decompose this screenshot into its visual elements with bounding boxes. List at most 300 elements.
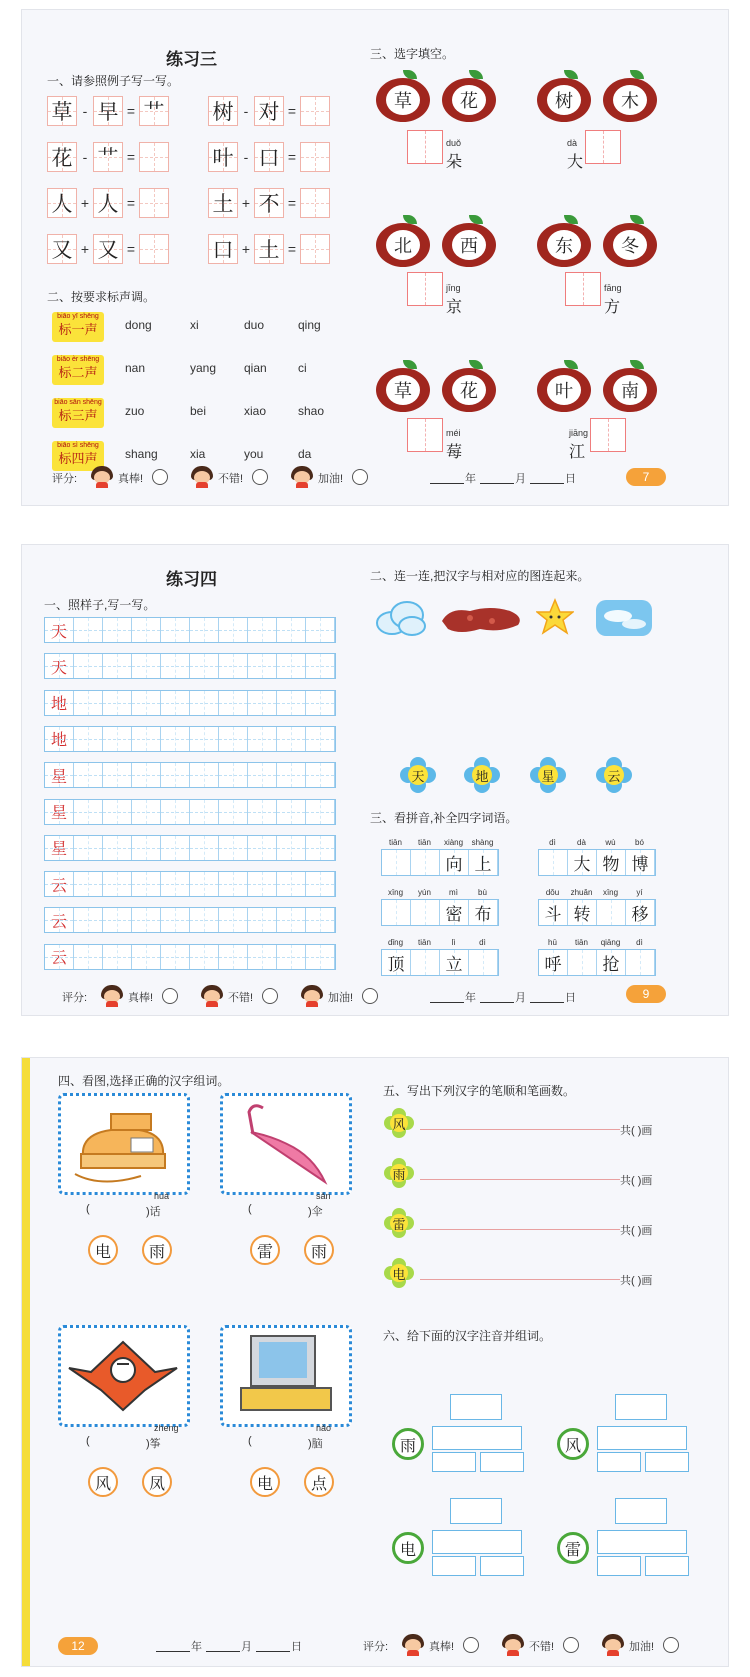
apple-choice[interactable]	[442, 70, 496, 122]
writing-cell[interactable]	[103, 654, 132, 678]
writing-cell[interactable]	[103, 618, 132, 642]
writing-box	[93, 96, 123, 126]
writing-cell[interactable]	[248, 836, 277, 860]
word-cell	[568, 900, 597, 925]
date-unit: 年	[465, 473, 476, 485]
word-box[interactable]	[480, 1556, 524, 1576]
apple-choice[interactable]	[537, 70, 591, 122]
word-cell[interactable]	[626, 950, 655, 975]
operator: +	[80, 195, 90, 211]
answer-blank[interactable]	[258, 1203, 308, 1217]
option-circle[interactable]: 风	[88, 1467, 118, 1497]
operator: =	[287, 241, 297, 257]
picture-frame	[220, 1325, 352, 1427]
operator: =	[287, 149, 297, 165]
pinyin-box[interactable]	[597, 1452, 641, 1472]
word-box[interactable]	[597, 1530, 687, 1554]
writing-cell[interactable]	[103, 836, 132, 860]
body	[206, 1001, 218, 1007]
hanzi: 又	[97, 238, 119, 262]
date-unit: 月	[241, 1641, 252, 1653]
hanzi: 又	[51, 238, 73, 262]
section-heading: 五、写出下列汉字的笔顺和笔画数。	[383, 1084, 576, 1098]
apple-choice[interactable]	[537, 215, 591, 267]
pinyin-hint: dà	[567, 138, 578, 148]
apple-character: 冬	[613, 230, 647, 260]
answer-box[interactable]	[300, 188, 330, 218]
writing-cell[interactable]	[306, 727, 335, 751]
apple-choice[interactable]	[603, 360, 657, 412]
body	[106, 1001, 118, 1007]
rating-label: 真棒!	[118, 473, 144, 485]
writing-cell[interactable]	[248, 691, 277, 715]
rating-circle[interactable]	[262, 988, 278, 1004]
writing-cell[interactable]	[161, 654, 190, 678]
hanzi: 不	[258, 192, 280, 216]
writing-cell[interactable]	[277, 654, 306, 678]
pinyin: wù	[605, 838, 616, 847]
word-cell	[469, 900, 498, 925]
pinyin: dì	[479, 938, 486, 947]
body	[196, 482, 208, 488]
operator: +	[241, 241, 251, 257]
writing-row	[44, 799, 336, 825]
pinyin-hint: duǒ	[446, 138, 462, 148]
writing-cell[interactable]	[74, 836, 103, 860]
rating-circle[interactable]	[352, 469, 368, 485]
word-box[interactable]	[432, 1426, 522, 1450]
writing-cell[interactable]	[248, 908, 277, 932]
stroke-count: 共( )画	[620, 1225, 653, 1237]
rating-circle[interactable]	[152, 469, 168, 485]
writing-cell[interactable]	[219, 691, 248, 715]
writing-box	[208, 96, 238, 126]
pinyin: yún	[418, 888, 431, 897]
word-tail: )话	[146, 1206, 161, 1218]
stroke-count: 共( )画	[620, 1175, 653, 1187]
writing-cell[interactable]	[306, 763, 335, 787]
word-cell[interactable]	[411, 950, 440, 975]
pinyin-row	[538, 938, 654, 947]
writing-cell[interactable]	[132, 654, 161, 678]
word-cell	[597, 850, 626, 875]
answer-box[interactable]	[585, 130, 621, 164]
character-flower	[384, 1208, 414, 1238]
pinyin: bù	[478, 888, 487, 897]
pinyin-box[interactable]	[615, 1394, 667, 1420]
pinyin-box[interactable]	[615, 1498, 667, 1524]
rating-circle[interactable]	[252, 469, 268, 485]
body	[96, 482, 108, 488]
writing-cell[interactable]	[132, 691, 161, 715]
writing-cell[interactable]	[74, 872, 103, 896]
flower-choice[interactable]	[400, 757, 436, 793]
writing-cell[interactable]	[277, 618, 306, 642]
word-boxes	[381, 949, 499, 976]
hanzi: 口	[212, 238, 234, 262]
answer-box[interactable]	[407, 130, 443, 164]
apple-choice[interactable]	[376, 70, 430, 122]
page-number: 7	[626, 468, 666, 486]
tag-hanzi: 标三声	[58, 408, 98, 423]
writing-cell[interactable]	[277, 763, 306, 787]
kite-icon	[61, 1328, 187, 1424]
kid-icon	[200, 985, 224, 1007]
apple-choice[interactable]	[603, 70, 657, 122]
section-heading: 四、看图,选择正确的汉字组词。	[58, 1074, 230, 1088]
option-circle[interactable]: 电	[250, 1467, 280, 1497]
option-circle[interactable]: 雨	[142, 1235, 172, 1265]
writing-cell[interactable]	[161, 727, 190, 751]
pinyin: xiàng	[443, 838, 464, 847]
word-cell[interactable]	[469, 950, 498, 975]
writing-cell[interactable]	[190, 654, 219, 678]
writing-cell[interactable]	[190, 763, 219, 787]
writing-cell[interactable]	[277, 691, 306, 715]
writing-cell[interactable]	[306, 800, 335, 824]
operator: -	[82, 103, 88, 119]
date-line[interactable]	[530, 483, 564, 484]
writing-box	[93, 234, 123, 264]
writing-box	[208, 142, 238, 172]
writing-box	[93, 142, 123, 172]
model-character: 星	[45, 800, 74, 824]
flower-character: 地	[472, 765, 492, 785]
pinyin-box[interactable]	[450, 1498, 502, 1524]
picture-frame	[58, 1093, 190, 1195]
writing-cell[interactable]	[277, 836, 306, 860]
writing-cell[interactable]	[190, 800, 219, 824]
option-circle[interactable]: 雷	[250, 1235, 280, 1265]
date-line[interactable]	[206, 1651, 240, 1652]
writing-cell[interactable]	[306, 836, 335, 860]
writing-cell[interactable]	[190, 727, 219, 751]
writing-cell[interactable]	[132, 618, 161, 642]
character-flower	[384, 1258, 414, 1288]
section-heading: 二、连一连,把汉字与相对应的图连起来。	[370, 569, 590, 583]
pinyin-word: duo	[244, 318, 265, 332]
answer-box[interactable]	[407, 418, 443, 452]
writing-cell[interactable]	[219, 908, 248, 932]
writing-cell[interactable]	[306, 872, 335, 896]
option-circle[interactable]: 电	[88, 1235, 118, 1265]
writing-cell[interactable]	[248, 945, 277, 969]
word-cell	[440, 900, 469, 925]
answer-box[interactable]	[300, 234, 330, 264]
rating-circle[interactable]	[362, 988, 378, 1004]
apple-character: 花	[452, 375, 486, 405]
writing-cell[interactable]	[132, 727, 161, 751]
hanzi: 叶	[212, 146, 234, 170]
date-line[interactable]	[156, 1651, 190, 1652]
word-cell[interactable]	[597, 900, 626, 925]
kid-icon	[190, 466, 214, 488]
answer-box	[139, 96, 169, 126]
word-box[interactable]	[597, 1426, 687, 1450]
writing-cell[interactable]	[248, 618, 277, 642]
writing-box	[208, 188, 238, 218]
pinyin: mì	[449, 888, 458, 897]
option-circle[interactable]: 凤	[142, 1467, 172, 1497]
hanzi: 早	[97, 100, 119, 124]
word-cell[interactable]	[382, 850, 411, 875]
kid-icon	[90, 466, 114, 488]
pinyin-box[interactable]	[597, 1556, 641, 1576]
writing-box	[254, 142, 284, 172]
stroke-line[interactable]	[420, 1279, 620, 1280]
apple-choice[interactable]	[442, 215, 496, 267]
character-circle: 电	[392, 1532, 424, 1564]
word-cell[interactable]	[382, 900, 411, 925]
writing-cell[interactable]	[219, 945, 248, 969]
option-circle[interactable]: 雨	[304, 1235, 334, 1265]
writing-cell[interactable]	[277, 727, 306, 751]
writing-cell[interactable]	[248, 872, 277, 896]
flower-choice[interactable]	[464, 757, 500, 793]
writing-row	[44, 653, 336, 679]
pinyin-box[interactable]	[432, 1556, 476, 1576]
writing-box	[254, 96, 284, 126]
pinyin-hint: fāng	[604, 283, 622, 293]
hanzi: 对	[258, 100, 280, 124]
writing-cell[interactable]	[132, 836, 161, 860]
picture-frame	[58, 1325, 190, 1427]
hanzi: 移	[631, 905, 649, 925]
apple-choice[interactable]	[376, 215, 430, 267]
writing-cell[interactable]	[277, 872, 306, 896]
word-tail: )筝	[146, 1438, 161, 1450]
writing-cell[interactable]	[74, 691, 103, 715]
writing-cell[interactable]	[306, 945, 335, 969]
writing-cell[interactable]	[132, 872, 161, 896]
writing-cell[interactable]	[248, 763, 277, 787]
rating-label: 不错!	[228, 992, 254, 1004]
rating-circle[interactable]	[463, 1637, 479, 1653]
writing-cell[interactable]	[161, 945, 190, 969]
flower-character: 天	[408, 765, 428, 785]
writing-cell[interactable]	[103, 691, 132, 715]
page-number: 12	[58, 1637, 98, 1655]
apple-choice[interactable]	[603, 215, 657, 267]
word-cell	[539, 950, 568, 975]
apple-character: 南	[613, 375, 647, 405]
writing-cell[interactable]	[306, 618, 335, 642]
word-boxes	[381, 899, 499, 926]
hanzi: 土	[258, 238, 280, 262]
model-character: 天	[45, 618, 74, 642]
flower-choice[interactable]	[530, 757, 566, 793]
answer-box[interactable]	[565, 272, 601, 306]
writing-cell[interactable]	[161, 618, 190, 642]
date-line[interactable]	[530, 1002, 564, 1003]
writing-box	[47, 234, 77, 264]
writing-cell[interactable]	[219, 872, 248, 896]
operator: =	[126, 149, 136, 165]
writing-cell[interactable]	[132, 800, 161, 824]
answer-box[interactable]	[300, 96, 330, 126]
word-cell[interactable]	[539, 850, 568, 875]
word-box[interactable]	[645, 1452, 689, 1472]
date-line[interactable]	[430, 483, 464, 484]
stroke-line[interactable]	[420, 1229, 620, 1230]
pinyin-hint: jīng	[446, 283, 461, 293]
model-character: 云	[45, 945, 74, 969]
writing-cell[interactable]	[306, 654, 335, 678]
writing-cell[interactable]	[190, 836, 219, 860]
answer-blank[interactable]	[96, 1203, 146, 1217]
equation-row	[208, 96, 330, 126]
option-circle[interactable]: 点	[304, 1467, 334, 1497]
rating-circle[interactable]	[162, 988, 178, 1004]
pinyin-row	[381, 888, 497, 897]
writing-row	[44, 726, 336, 752]
tag-pinyin: biāo sì shēng	[57, 442, 99, 449]
open-paren: (	[86, 1435, 90, 1447]
writing-cell[interactable]	[132, 908, 161, 932]
model-character: 云	[45, 872, 74, 896]
answer-blank[interactable]	[96, 1435, 146, 1449]
writing-cell[interactable]	[103, 763, 132, 787]
model-character: 地	[45, 727, 74, 751]
date-line[interactable]	[430, 1002, 464, 1003]
writing-cell[interactable]	[190, 872, 219, 896]
writing-cell[interactable]	[219, 618, 248, 642]
word-cell	[382, 950, 411, 975]
writing-cell[interactable]	[190, 945, 219, 969]
writing-cell[interactable]	[219, 763, 248, 787]
pinyin-box[interactable]	[450, 1394, 502, 1420]
writing-cell[interactable]	[277, 800, 306, 824]
writing-cell[interactable]	[103, 908, 132, 932]
kid-icon	[401, 1634, 425, 1656]
answer-box[interactable]	[407, 272, 443, 306]
answer-box[interactable]	[300, 142, 330, 172]
pinyin-word: qian	[244, 361, 267, 375]
equation-row	[208, 142, 330, 172]
earth-icon	[440, 603, 524, 637]
writing-cell[interactable]	[277, 908, 306, 932]
writing-cell[interactable]	[190, 618, 219, 642]
pinyin-word: da	[298, 447, 312, 461]
writing-cell[interactable]	[219, 800, 248, 824]
writing-cell[interactable]	[277, 945, 306, 969]
flower-character: 云	[604, 765, 624, 785]
apple-choice[interactable]	[442, 360, 496, 412]
writing-cell[interactable]	[161, 691, 190, 715]
hanzi: 物	[602, 855, 620, 875]
pinyin: bó	[635, 838, 644, 847]
writing-cell[interactable]	[161, 800, 190, 824]
word-cell[interactable]	[568, 950, 597, 975]
date-unit: 年	[465, 992, 476, 1004]
word-cell[interactable]	[411, 850, 440, 875]
writing-cell[interactable]	[74, 908, 103, 932]
pinyin-hint: huà	[154, 1191, 170, 1201]
writing-box	[254, 188, 284, 218]
writing-cell[interactable]	[74, 654, 103, 678]
rating-label: 不错!	[529, 1641, 555, 1653]
writing-cell[interactable]	[103, 727, 132, 751]
writing-cell[interactable]	[103, 872, 132, 896]
writing-cell[interactable]	[161, 908, 190, 932]
umbrella-icon	[223, 1096, 349, 1192]
rating-circle[interactable]	[563, 1637, 579, 1653]
word-box[interactable]	[432, 1530, 522, 1554]
word-cell[interactable]	[411, 900, 440, 925]
date-line[interactable]	[256, 1651, 290, 1652]
answer-blank[interactable]	[258, 1435, 308, 1449]
writing-cell[interactable]	[132, 763, 161, 787]
writing-cell[interactable]	[161, 763, 190, 787]
writing-cell[interactable]	[248, 800, 277, 824]
pinyin: dǐng	[387, 938, 404, 947]
writing-cell[interactable]	[74, 800, 103, 824]
answer-box[interactable]	[590, 418, 626, 452]
writing-cell[interactable]	[161, 872, 190, 896]
writing-cell[interactable]	[190, 691, 219, 715]
answer-box[interactable]	[139, 188, 169, 218]
apple-choice[interactable]	[376, 360, 430, 412]
writing-row	[44, 617, 336, 643]
writing-cell[interactable]	[248, 654, 277, 678]
date-line[interactable]	[480, 1002, 514, 1003]
rating-circle[interactable]	[663, 1637, 679, 1653]
writing-cell[interactable]	[103, 945, 132, 969]
writing-cell[interactable]	[74, 727, 103, 751]
writing-cell[interactable]	[306, 691, 335, 715]
telephone-icon	[61, 1096, 187, 1192]
writing-box	[93, 188, 123, 218]
writing-cell[interactable]	[74, 763, 103, 787]
word-box[interactable]	[480, 1452, 524, 1472]
pinyin-word: ci	[298, 361, 307, 375]
answer-box[interactable]	[139, 142, 169, 172]
writing-cell[interactable]	[190, 908, 219, 932]
pinyin-box[interactable]	[432, 1452, 476, 1472]
apple-choice[interactable]	[537, 360, 591, 412]
pinyin-row	[538, 838, 654, 847]
answer-box[interactable]	[139, 234, 169, 264]
writing-cell[interactable]	[103, 800, 132, 824]
stroke-line[interactable]	[420, 1129, 620, 1130]
writing-row	[44, 762, 336, 788]
pinyin-row	[381, 838, 497, 847]
writing-cell[interactable]	[306, 908, 335, 932]
flower-choice[interactable]	[596, 757, 632, 793]
operator: =	[287, 195, 297, 211]
hanzi: 口	[258, 146, 280, 170]
pinyin-word: shang	[125, 447, 158, 461]
date-line[interactable]	[480, 483, 514, 484]
hanzi: 顶	[387, 955, 405, 975]
equation-row	[47, 142, 169, 172]
writing-cell[interactable]	[132, 945, 161, 969]
word-cell	[626, 900, 655, 925]
body	[296, 482, 308, 488]
writing-cell[interactable]	[74, 618, 103, 642]
open-paren: (	[248, 1435, 252, 1447]
word-boxes	[381, 849, 499, 876]
writing-cell[interactable]	[161, 836, 190, 860]
writing-cell[interactable]	[219, 654, 248, 678]
word-box[interactable]	[645, 1556, 689, 1576]
hanzi: 人	[51, 192, 73, 216]
writing-cell[interactable]	[219, 836, 248, 860]
stroke-line[interactable]	[420, 1179, 620, 1180]
writing-cell[interactable]	[248, 727, 277, 751]
writing-cell[interactable]	[219, 727, 248, 751]
writing-cell[interactable]	[74, 945, 103, 969]
